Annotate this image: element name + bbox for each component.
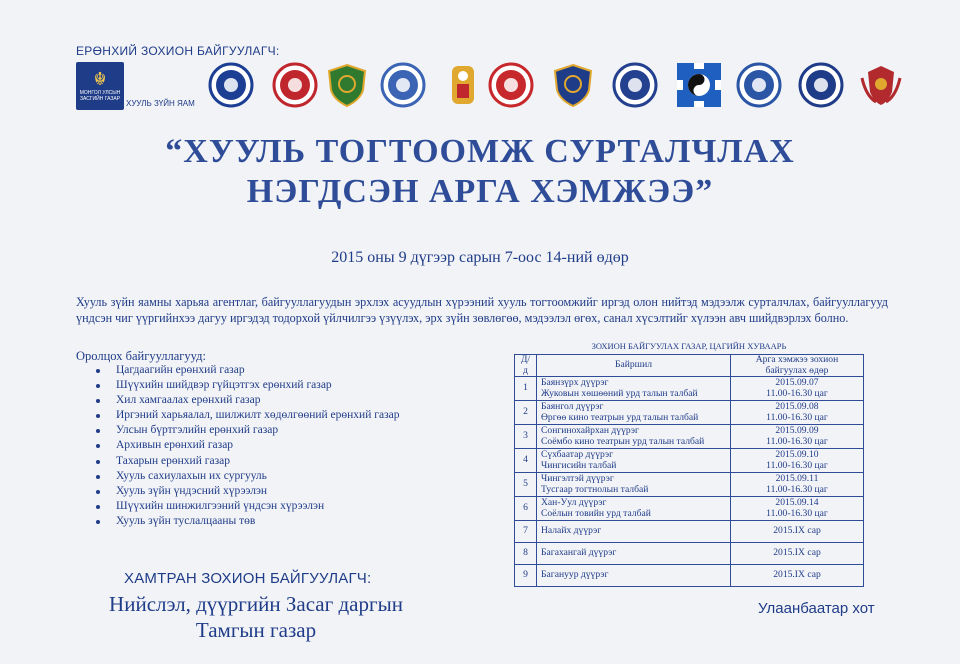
eagle-red-emblem-icon bbox=[272, 62, 318, 108]
eagle-emblem-icon bbox=[208, 62, 254, 108]
venue-name: Чингисийн талбай bbox=[541, 459, 617, 471]
row-location bbox=[537, 377, 731, 401]
soyombo-gold-icon bbox=[440, 62, 486, 108]
row-date bbox=[731, 521, 864, 543]
district-name: Баянзүрх дүүрэг bbox=[541, 377, 609, 388]
district-name: Багануур дүүрэг bbox=[541, 569, 609, 581]
ministry-name: ХУУЛЬ ЗҮЙН ЯАМ bbox=[126, 99, 195, 108]
row-location bbox=[537, 401, 731, 425]
row-number: 5 bbox=[515, 473, 537, 497]
venue-name: Тусгаар тогтнолын талбай bbox=[541, 483, 649, 495]
list-item: Шүүхийн шийдвэр гүйцэтгэх ерөнхий газар bbox=[96, 378, 399, 393]
list-item: Тахарын ерөнхий газар bbox=[96, 454, 399, 469]
list-item: Шүүхийн шинжилгээний үндсэн хүрээлэн bbox=[96, 499, 399, 514]
government-logo bbox=[76, 62, 124, 110]
district-name: Хан-Уул дүүрэг bbox=[541, 497, 607, 508]
list-item: Цагдаагийн ерөнхий газар bbox=[96, 363, 399, 378]
table-row bbox=[515, 425, 864, 449]
co-organizer-name-line2: Тамгын газар bbox=[195, 618, 317, 642]
list-item: Иргэний харьяалал, шилжилт хөдөлгөөний ерөнхий газар bbox=[96, 408, 399, 423]
row-location bbox=[537, 543, 731, 565]
time-value: 11.00-16.30 цаг bbox=[766, 483, 828, 495]
scales-shield-icon bbox=[550, 62, 596, 108]
row-date bbox=[731, 449, 864, 473]
soyombo-icon: ☬ bbox=[93, 69, 107, 89]
co-organizer-name-line1: Нийслэл, дүүргийн Засаг даргын bbox=[109, 592, 403, 616]
table-row bbox=[515, 565, 864, 587]
date-value: 2015.09.10 bbox=[775, 449, 819, 460]
date-value: 2015.IX сар bbox=[773, 569, 821, 581]
shield-green-emblem-icon bbox=[324, 62, 370, 108]
column-header-location: Байршил bbox=[537, 355, 731, 377]
date-value: 2015.09.11 bbox=[775, 473, 819, 484]
row-location bbox=[537, 473, 731, 497]
list-item: Улсын бүртгэлийн ерөнхий газар bbox=[96, 423, 399, 438]
column-header-number: Д/д bbox=[515, 355, 537, 377]
row-number: 9 bbox=[515, 565, 537, 587]
row-date bbox=[731, 543, 864, 565]
district-name: Баянгол дүүрэг bbox=[541, 401, 604, 412]
row-number: 2 bbox=[515, 401, 537, 425]
row-date bbox=[731, 377, 864, 401]
district-name: Налайх дүүрэг bbox=[541, 525, 602, 537]
row-number: 8 bbox=[515, 543, 537, 565]
row-location bbox=[537, 449, 731, 473]
venue-name: Жуковын хөшөөний урд талын талбай bbox=[541, 387, 698, 399]
time-value: 11.00-16.30 цаг bbox=[766, 387, 828, 399]
table-row bbox=[515, 473, 864, 497]
yin-yang-puzzle-icon bbox=[676, 62, 722, 108]
table-row bbox=[515, 543, 864, 565]
city-label: Улаанбаатар хот bbox=[758, 600, 875, 617]
district-name: Сонгинохайрхан дүүрэг bbox=[541, 425, 639, 436]
archive-logo-icon bbox=[488, 62, 534, 108]
event-title-line2: НЭГДСЭН АРГА ХЭМЖЭЭ” bbox=[246, 173, 714, 210]
date-value: 2015.IX сар bbox=[773, 547, 821, 559]
table-row bbox=[515, 449, 864, 473]
date-value: 2015.09.14 bbox=[775, 497, 819, 508]
row-number: 4 bbox=[515, 449, 537, 473]
university-seal-icon bbox=[612, 62, 658, 108]
government-logo-text: МОНГОЛ УЛСЫН ЗАСГИЙН ГАЗАР bbox=[79, 90, 121, 102]
row-location bbox=[537, 521, 731, 543]
participants-list bbox=[96, 363, 399, 529]
row-date bbox=[731, 401, 864, 425]
date-value: 2015.IX сар bbox=[773, 525, 821, 537]
district-name: Багахангай дүүрэг bbox=[541, 547, 617, 559]
event-date: 2015 оны 9 дүгээр сарын 7-оос 14-ний өдөр bbox=[331, 249, 629, 266]
table-row bbox=[515, 377, 864, 401]
column-header-date: Арга хэмжээ зохион байгуулах өдөр bbox=[731, 355, 864, 377]
heraldic-crest-icon bbox=[858, 62, 904, 108]
row-location bbox=[537, 425, 731, 449]
venue-name: Соёмбо кино театрын урд талын талбай bbox=[541, 435, 705, 447]
time-value: 11.00-16.30 цаг bbox=[766, 459, 828, 471]
participants-title: Оролцох байгууллагууд: bbox=[76, 349, 206, 363]
row-number: 1 bbox=[515, 377, 537, 401]
row-number: 3 bbox=[515, 425, 537, 449]
date-value: 2015.09.08 bbox=[775, 401, 819, 412]
time-value: 11.00-16.30 цаг bbox=[766, 435, 828, 447]
row-date bbox=[731, 425, 864, 449]
court-seal-icon bbox=[380, 62, 426, 108]
row-date bbox=[731, 565, 864, 587]
intro-paragraph: Хууль зүйн яамны харьяа агентлаг, байгууллагуудын эрхлэх асуудлын хүрээний хууль тогтоомжийг иргэд олон нийтэд мэдээлж сурталчлах, байгууллагууд үндсэн чиг үүргийнхээ дагуу иргэдэд тодорхой үйлчилгээ үзүүлэх, эрх зүйн зөвлөгөө, мэдээлэл өгөх, санал хүсэлтийг хүлээн авч шийдвэрлэх болно. bbox=[76, 295, 888, 325]
date-value: 2015.09.07 bbox=[775, 377, 819, 388]
list-item: Хууль зүйн туслалцааны төв bbox=[96, 514, 399, 529]
list-item: Хил хамгаалах ерөнхий газар bbox=[96, 393, 399, 408]
list-item: Хууль зүйн үндэсний хүрээлэн bbox=[96, 484, 399, 499]
table-row bbox=[515, 401, 864, 425]
table-row bbox=[515, 497, 864, 521]
organizer-label: ЕРӨНХИЙ ЗОХИОН БАЙГУУЛАГЧ: bbox=[76, 44, 280, 58]
table-row bbox=[515, 521, 864, 543]
list-item: Архивын ерөнхий газар bbox=[96, 438, 399, 453]
row-date bbox=[731, 473, 864, 497]
district-name: Сүхбаатар дүүрэг bbox=[541, 449, 614, 460]
scales-circle-icon bbox=[798, 62, 844, 108]
row-number: 7 bbox=[515, 521, 537, 543]
row-date bbox=[731, 497, 864, 521]
venue-name: Өргөө кино театрын урд талын талбай bbox=[541, 411, 699, 423]
schedule-table bbox=[514, 354, 864, 587]
list-item: Хууль сахиулахын их сургууль bbox=[96, 469, 399, 484]
venue-name: Соёлын товийн урд талбай bbox=[541, 507, 651, 519]
district-name: Чингэлтэй дүүрэг bbox=[541, 473, 614, 484]
row-number: 6 bbox=[515, 497, 537, 521]
row-location bbox=[537, 565, 731, 587]
time-value: 11.00-16.30 цаг bbox=[766, 411, 828, 423]
time-value: 11.00-16.30 цаг bbox=[766, 507, 828, 519]
schedule-title: ЗОХИОН БАЙГУУЛАХ ГАЗАР, ЦАГИЙН ХУВААРЬ bbox=[591, 341, 787, 351]
date-value: 2015.09.09 bbox=[775, 425, 819, 436]
event-title-line1: “ХУУЛЬ ТОГТООМЖ СУРТАЛЧЛАХ bbox=[165, 133, 795, 170]
row-location bbox=[537, 497, 731, 521]
co-organizer-label: ХАМТРАН ЗОХИОН БАЙГУУЛАГЧ: bbox=[124, 570, 372, 587]
justice-seal-icon bbox=[736, 62, 782, 108]
